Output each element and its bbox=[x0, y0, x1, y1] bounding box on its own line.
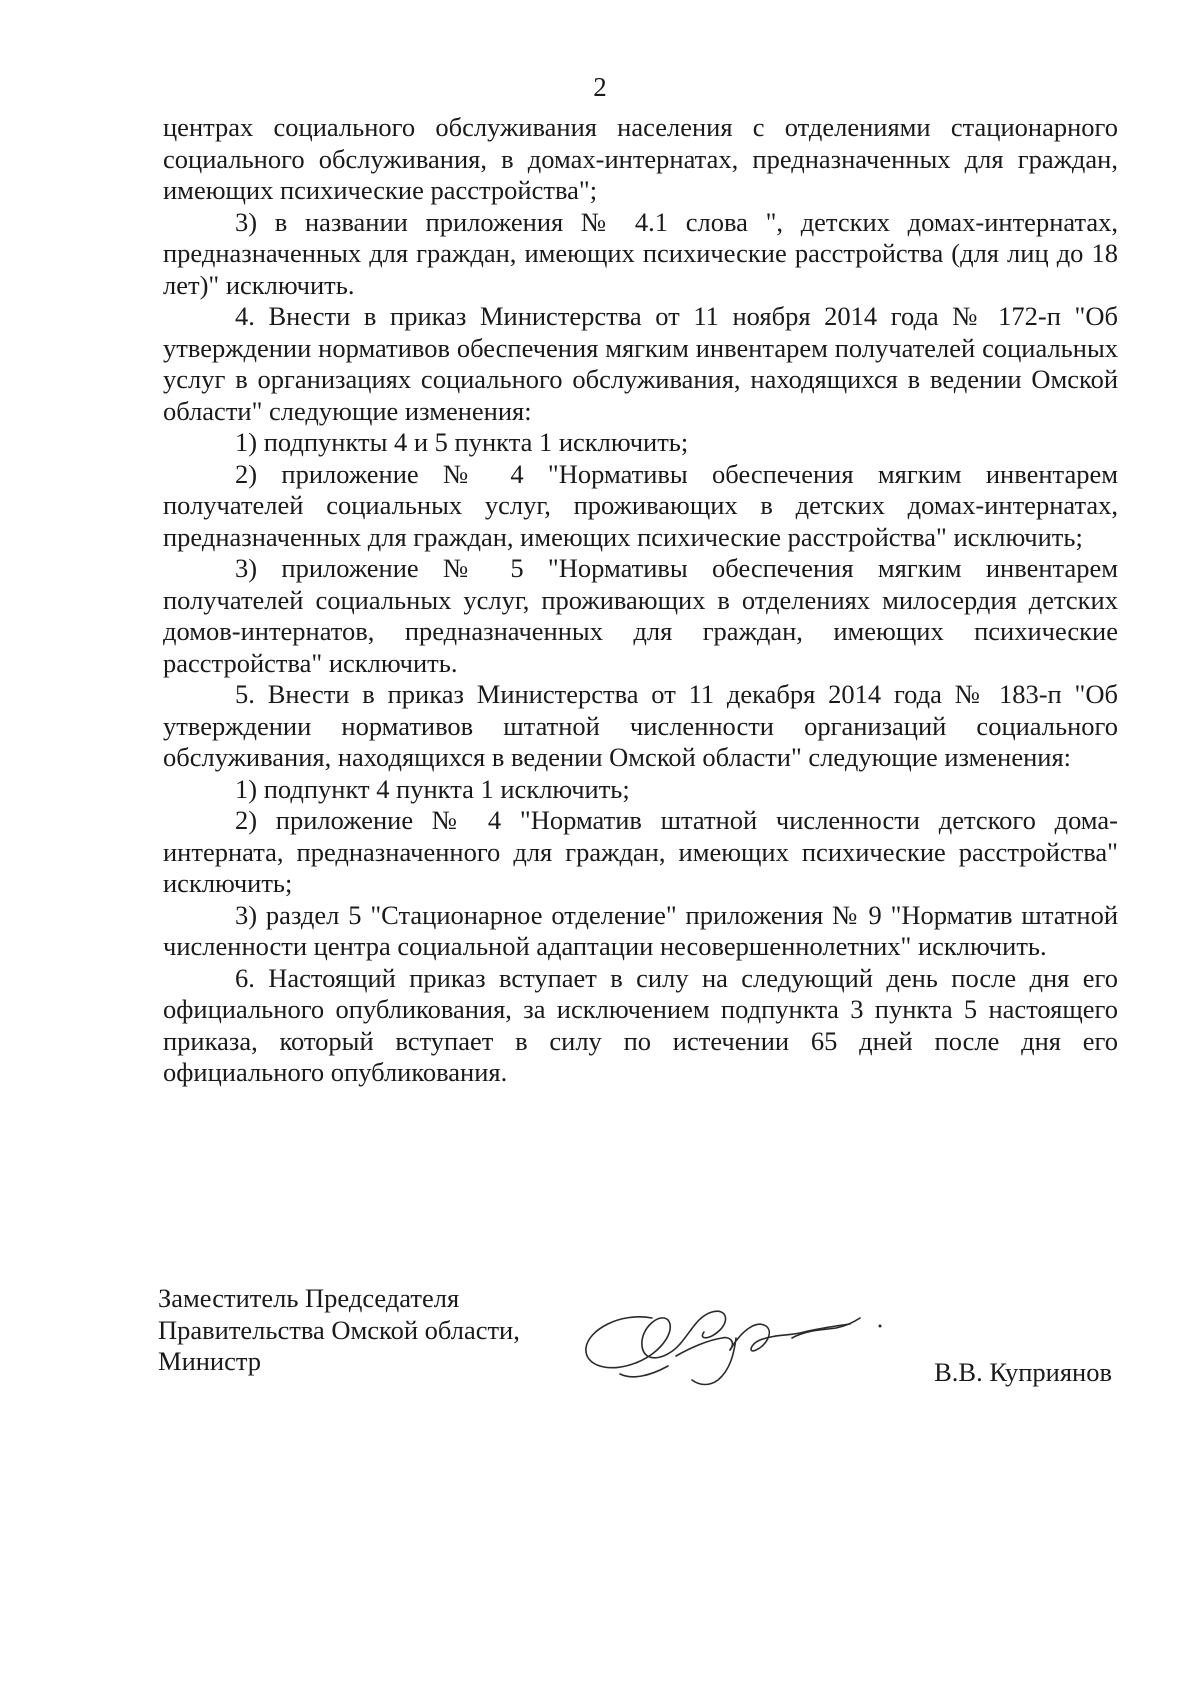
signer-position bbox=[158, 1283, 520, 1378]
paragraph-point-4-item-1: 1) подпункты 4 и 5 пункта 1 исключить; bbox=[235, 427, 689, 457]
paragraph-point-5-item-1: 1) подпункт 4 пункта 1 исключить; bbox=[235, 773, 630, 804]
signer-position-line-3: Министр bbox=[158, 1346, 262, 1376]
signer-position-line-2: Правительства Омской области, bbox=[158, 1314, 520, 1345]
paragraph-point-4: 4. Внести в приказ Министерства от 11 ноября 2014 года № 172-п "Об утверждении нормативов обеспечения мягким инвентарем получателей социальных услуг в организациях социального обслуживания, находящихся в ведении Омской области" следующие изменения: bbox=[163, 301, 1118, 426]
document-body bbox=[163, 112, 1118, 1089]
paragraph-point-5-item-3: 3) раздел 5 "Стационарное отделение" приложения № 9 "Норматив штатной численности центра социальной адаптации несовершеннолетних" исключить. bbox=[163, 899, 1118, 961]
paragraph-point-4-item-3: 3) приложение № 5 "Нормативы обеспечения мягким инвентарем получателей социальных услуг, проживающих в отделениях милосердия детских домов-интернатов, предназначенных для граждан, имеющих психические расстройства" исключить. bbox=[163, 553, 1118, 678]
paragraph-item-3-appendix-4-1: 3) в названии приложения № 4.1 слова ", детских домах-интернатах, предназначенных для граждан, имеющих психические расстройства (для лиц до 18 лет)" исключить. bbox=[163, 206, 1118, 300]
paragraph-point-5: 5. Внести в приказ Министерства от 11 декабря 2014 года № 183-п "Об утверждении нормативов штатной численности организаций социального обслуживания, находящихся в ведении Омской области" следующие изменения: bbox=[163, 679, 1118, 772]
page-number: 2 bbox=[593, 72, 607, 102]
paragraph-point-5-item-2: 2) приложение № 4 "Норматив штатной численности детского дома-интерната, предназначенного для граждан, имеющих психические расстройства" исключить; bbox=[163, 805, 1118, 898]
paragraph-point-4-item-2: 2) приложение № 4 "Нормативы обеспечения мягким инвентарем получателей социальных услуг, проживающих в детских домах-интернатах, предназначенных для граждан, имеющих психические расстройства" исключить; bbox=[163, 458, 1118, 552]
paragraph-point-6: 6. Настоящий приказ вступает в силу на следующий день после дня его официального опубликования, за исключением подпункта 3 пункта 5 настоящего приказа, который вступает в силу по истечении 65 дней после дня его официального опубликования. bbox=[163, 962, 1118, 1087]
signer-name: В.В. Куприянов bbox=[934, 1357, 1112, 1387]
paragraph-continuation: центрах социального обслуживания населения с отделениями стационарного социального обслуживания, в домах-интернатах, предназначенных для граждан, имеющих психические расстройства"; bbox=[163, 112, 1118, 205]
handwritten-signature-icon bbox=[580, 1290, 900, 1400]
signer-position-line-1: Заместитель Председателя bbox=[158, 1283, 460, 1313]
